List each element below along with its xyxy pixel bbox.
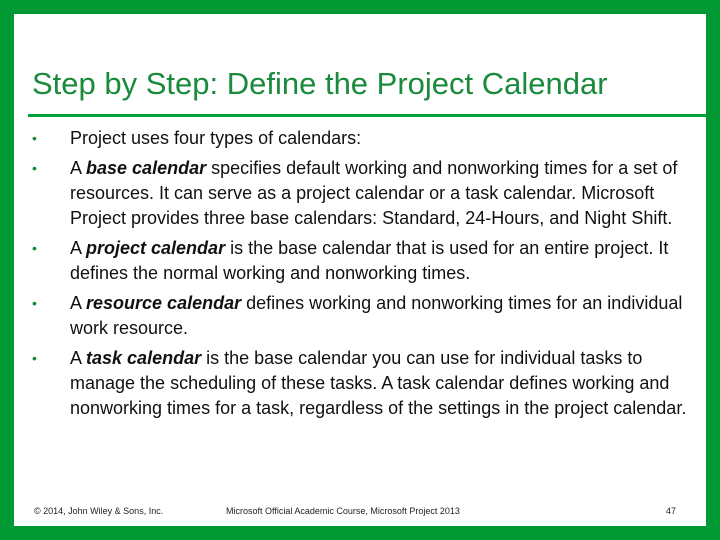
footer-copyright: © 2014, John Wiley & Sons, Inc. <box>34 506 164 516</box>
bullet-item <box>32 346 692 421</box>
bullet-item <box>32 126 692 151</box>
bullet-term: resource calendar <box>86 293 242 313</box>
bullet-text: defines working and nonworking times for an individual work resource. <box>70 293 683 338</box>
bullet-icon: • <box>32 130 37 146</box>
bullet-text: A <box>70 238 87 258</box>
bullet-item <box>32 291 692 341</box>
footer-course: Microsoft Official Academic Course, Microsoft Project 2013 <box>226 506 460 516</box>
bullet-text: A <box>70 158 87 178</box>
bullet-term: project calendar <box>86 238 226 258</box>
bullet-list <box>32 126 692 426</box>
bullet-icon: • <box>32 350 37 366</box>
bullet-text: is the base calendar you can use for individual tasks to manage the scheduling of these tasks. A task calendar defines working and nonworking times for a task, regardless of the settings in the project calendar. <box>70 348 687 418</box>
bullet-icon: • <box>32 160 37 176</box>
slide-title: Step by Step: Define the Project Calendar <box>32 66 608 101</box>
slide-canvas <box>14 14 706 526</box>
bullet-item <box>32 156 692 231</box>
bullet-term: task calendar <box>86 348 202 368</box>
bullet-item <box>32 236 692 286</box>
bullet-text: is the base calendar that is used for an entire project. It defines the normal working and nonworking times. <box>70 238 669 283</box>
bullet-term: base calendar <box>86 158 207 178</box>
bullet-icon: • <box>32 295 37 311</box>
bullet-text: Project uses four types of calendars: <box>70 128 362 148</box>
bullet-text: specifies default working and nonworking times for a set of resources. It can serve as a project calendar or a task calendar. Microsoft Project provides three base calendars: Standard, 24-Hours, and Night Shift. <box>70 158 678 228</box>
bullet-icon: • <box>32 240 37 256</box>
title-divider <box>28 114 706 117</box>
footer-page-number: 47 <box>666 506 677 516</box>
bullet-text: A <box>70 348 87 368</box>
bullet-text: A <box>70 293 87 313</box>
